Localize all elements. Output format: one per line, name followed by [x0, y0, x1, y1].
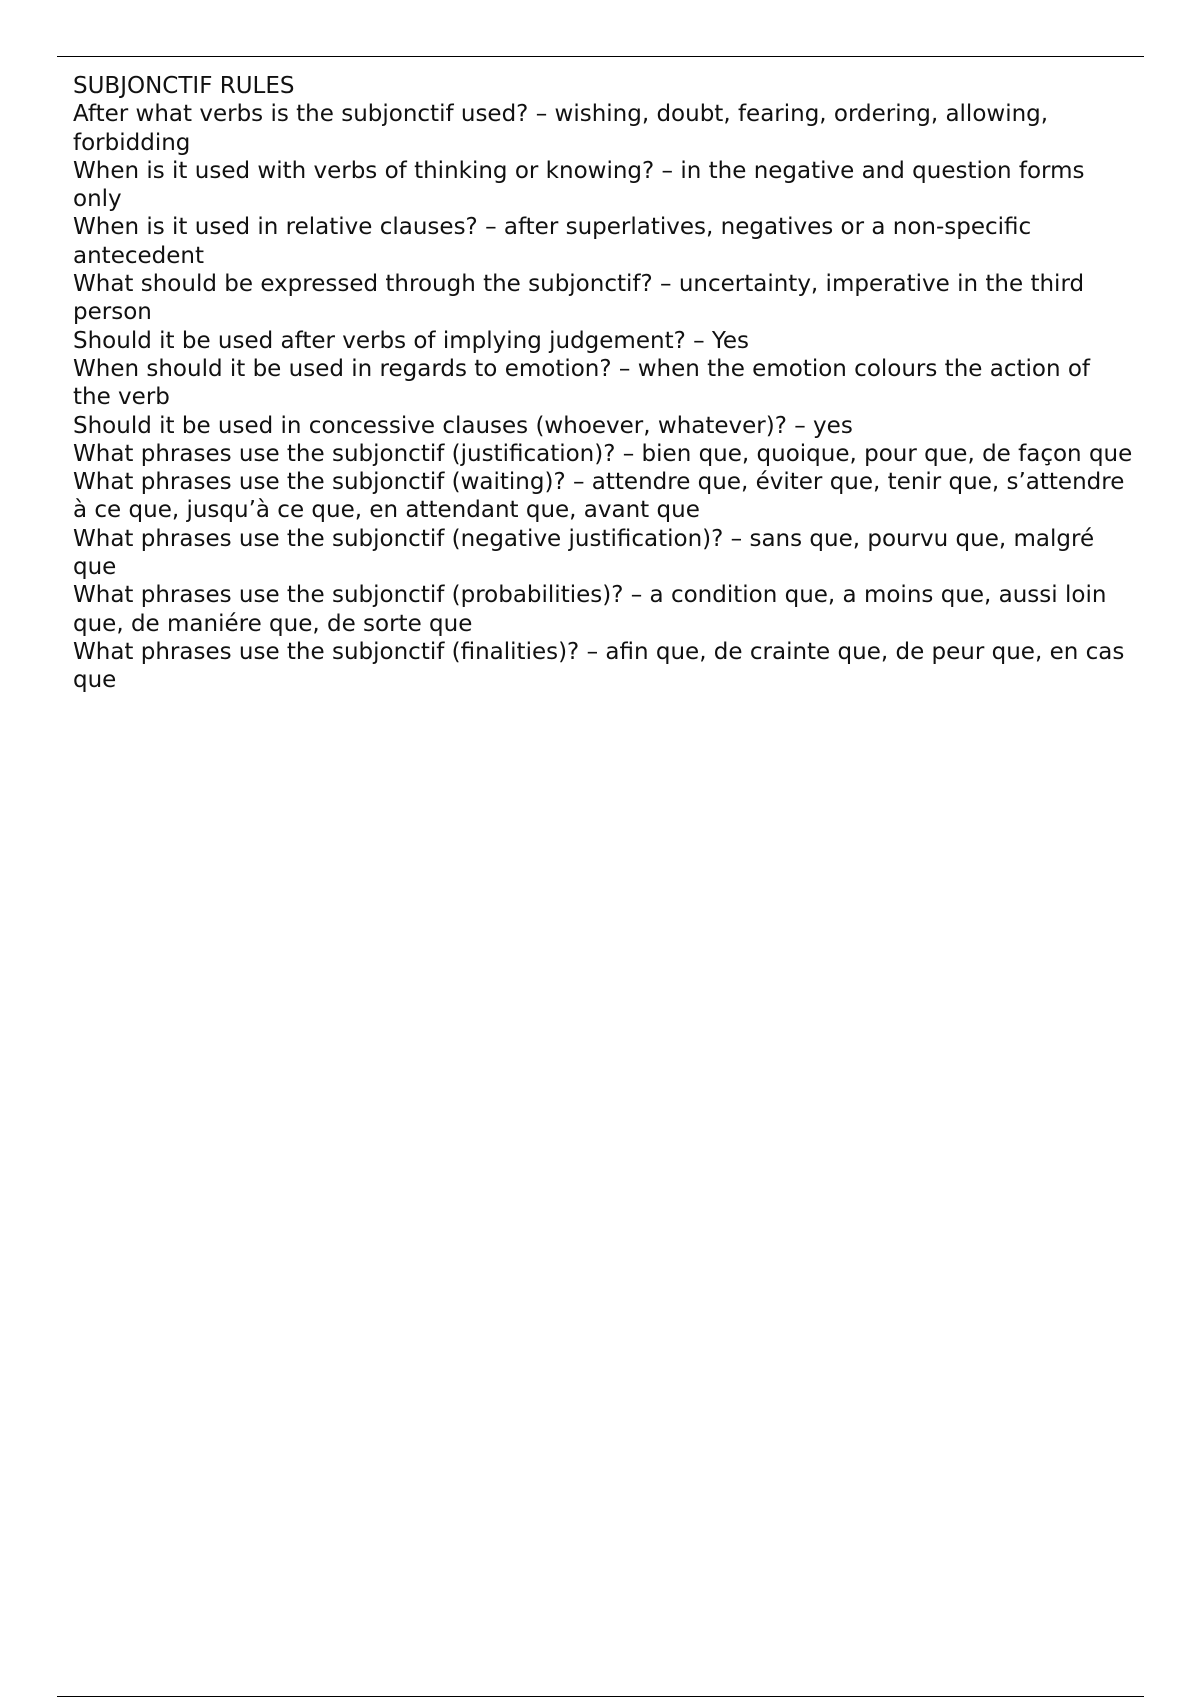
qa-item: When is it used in relative clauses? – after superlatives, negatives or a non-specific antecedent [73, 214, 1032, 269]
bottom-rule [57, 1696, 1144, 1697]
document-title: SUBJONCTIF RULES [73, 73, 295, 99]
qa-item: What should be expressed through the subjonctif? – uncertainty, imperative in the third person [73, 271, 1085, 326]
qa-item: What phrases use the subjonctif (finalities)? – afin que, de crainte que, de peur que, en cas que [73, 638, 1125, 694]
qa-item: What phrases use the subjonctif (waiting)? – attendre que, éviter que, tenir que, s’attendre à ce que, jusqu’à ce que, en attendant que, avant que [73, 469, 1125, 524]
qa-item: After what verbs is the subjonctif used? – wishing, doubt, fearing, ordering, allowing, forbidding [73, 101, 1049, 156]
qa-item: When should it be used in regards to emotion? – when the emotion colours the action of the verb [73, 355, 1091, 411]
qa-item: Should it be used after verbs of implying judgement? – Yes [73, 327, 750, 354]
qa-item: What phrases use the subjonctif (negative justification)? – sans que, pourvu que, malgré que [73, 525, 1095, 581]
qa-item: What phrases use the subjonctif (justification)? – bien que, quoique, pour que, de façon que [73, 440, 1133, 467]
document-body [73, 72, 1133, 695]
qa-item: Should it be used in concessive clauses (whoever, whatever)? – yes [73, 412, 853, 439]
top-rule [57, 56, 1144, 57]
qa-item: What phrases use the subjonctif (probabilities)? – a condition que, a moins que, aussi loin que, de maniére que, de sorte que [73, 582, 1107, 637]
qa-item: When is it used with verbs of thinking or knowing? – in the negative and question forms only [73, 157, 1085, 213]
